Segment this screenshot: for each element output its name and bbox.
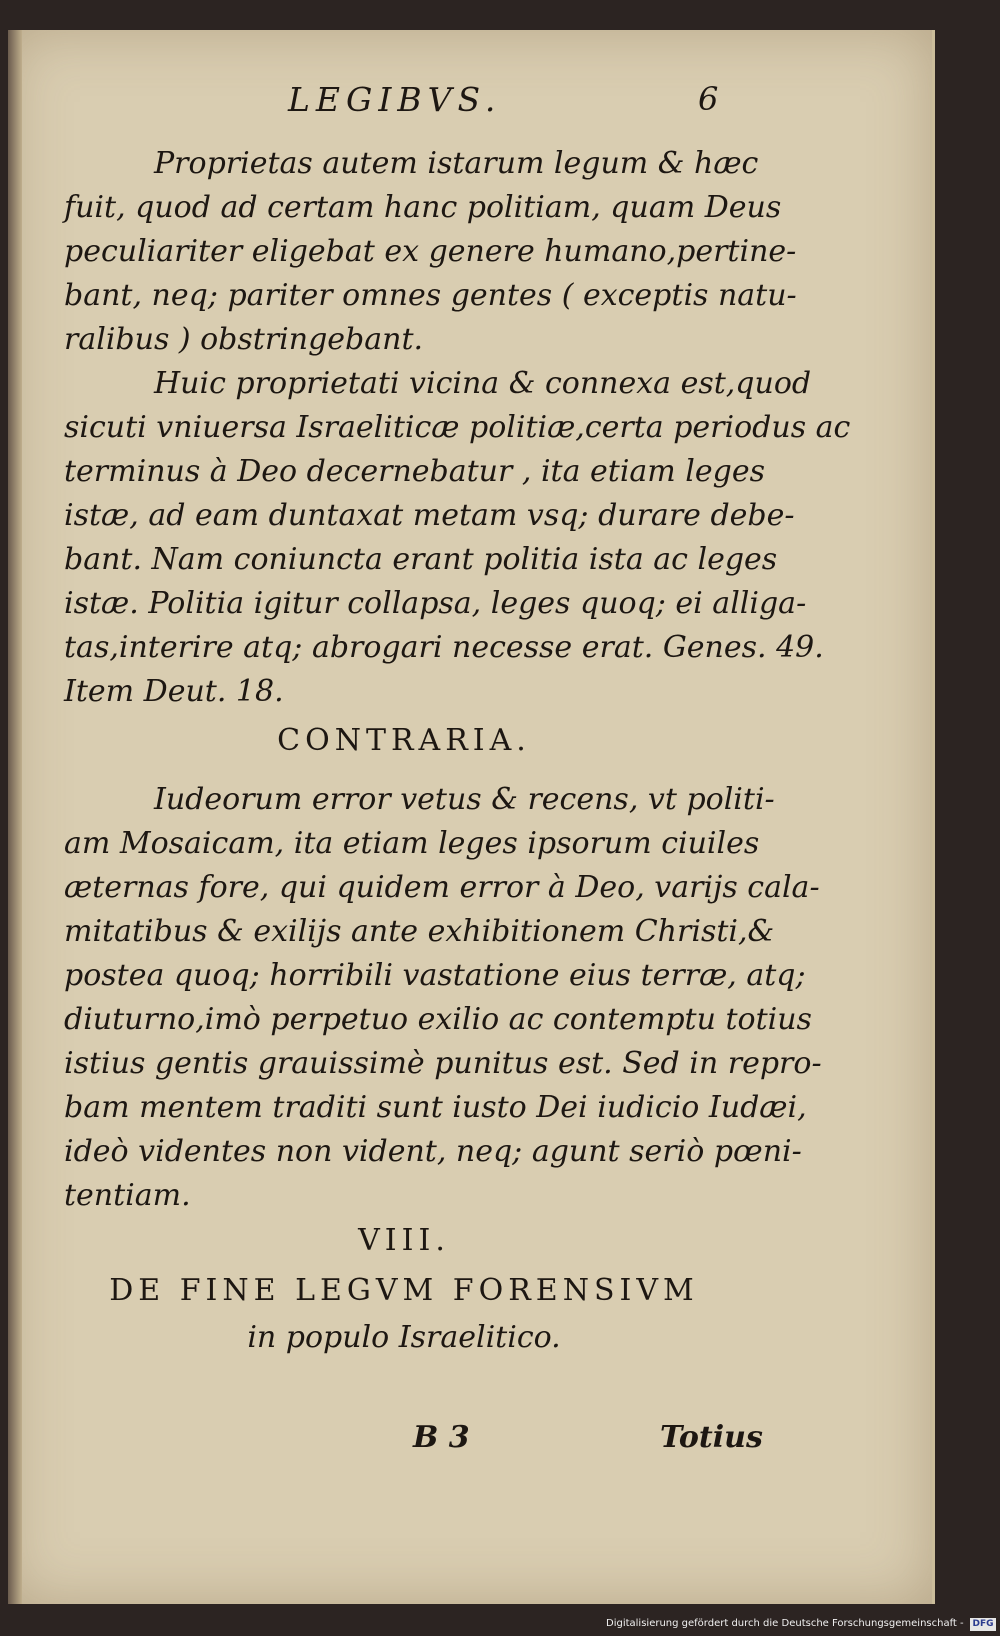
page-spine-shadow: [8, 30, 22, 1604]
page-number: 6: [698, 80, 719, 118]
dfg-logo-icon: DFG: [970, 1618, 996, 1631]
text-line: ideò videntes non vident, neq; agunt seriò pœni-: [64, 1134, 802, 1169]
section-number: VIII.: [358, 1223, 450, 1258]
digitization-credit: Digitalisierung gefördert durch die Deutsche Forschungsgemeinschaft -: [606, 1618, 964, 1629]
section-heading-block: [64, 1216, 744, 1360]
text-line: Item Deut. 18.: [64, 674, 284, 709]
section-title: DE FINE LEGVM FORENSIVM: [109, 1273, 699, 1308]
page-footer: [8, 1420, 932, 1460]
signature-mark: B 3: [413, 1420, 470, 1455]
paragraph-3: [64, 778, 822, 1218]
text-line: istæ. Politia igitur collapsa, leges quoq; ei alliga-: [64, 586, 807, 621]
contraria-heading-block: [64, 716, 744, 766]
running-head: LEGIBVS.: [288, 80, 502, 119]
text-line: bant, neq; pariter omnes gentes ( exceptis natu-: [64, 278, 797, 313]
text-line: diuturno,imò perpetuo exilio ac contemptu totius: [64, 1002, 812, 1037]
paragraph-2: [64, 362, 851, 714]
text-line: bam mentem traditi sunt iusto Dei iudicio Iudæi,: [64, 1090, 807, 1125]
catchword: Totius: [660, 1420, 763, 1455]
text-line: Huic proprietati vicina & connexa est,quod: [154, 366, 812, 401]
text-line: postea quoq; horribili vastatione eius terræ, atq;: [64, 958, 806, 993]
text-line: mitatibus & exilijs ante exhibitionem Christi,&: [64, 914, 775, 949]
text-line: fuit, quod ad certam hanc politiam, quam Deus: [64, 190, 782, 225]
contraria-heading: CONTRARIA.: [277, 723, 531, 758]
text-line: æternas fore, qui quidem error à Deo, varijs cala-: [64, 870, 820, 905]
text-line: sicuti vniuersa Israeliticæ politiæ,certa periodus ac: [64, 410, 851, 445]
text-line: terminus à Deo decernebatur , ita etiam leges: [64, 454, 765, 489]
text-line: am Mosaicam, ita etiam leges ipsorum ciuiles: [64, 826, 760, 861]
text-line: tentiam.: [64, 1178, 191, 1213]
paragraph-1: [64, 142, 797, 362]
text-line: istæ, ad eam duntaxat metam vsq; durare debe-: [64, 498, 795, 533]
text-line: bant. Nam coniuncta erant politia ista ac leges: [64, 542, 778, 577]
text-line: peculiariter eligebat ex genere humano,pertine-: [64, 234, 797, 269]
section-subtitle: in populo Israelitico.: [247, 1320, 561, 1355]
text-line: ralibus ) obstringebant.: [64, 322, 424, 357]
text-line: Iudeorum error vetus & recens, vt politi-: [154, 782, 775, 817]
page-header: [8, 80, 932, 130]
text-line: istius gentis grauissimè punitus est. Sed in repro-: [64, 1046, 822, 1081]
text-line: Proprietas autem istarum legum & hæc: [154, 146, 759, 181]
text-line: tas,interire atq; abrogari necesse erat. Genes. 49.: [64, 630, 824, 665]
book-page: [8, 30, 935, 1604]
